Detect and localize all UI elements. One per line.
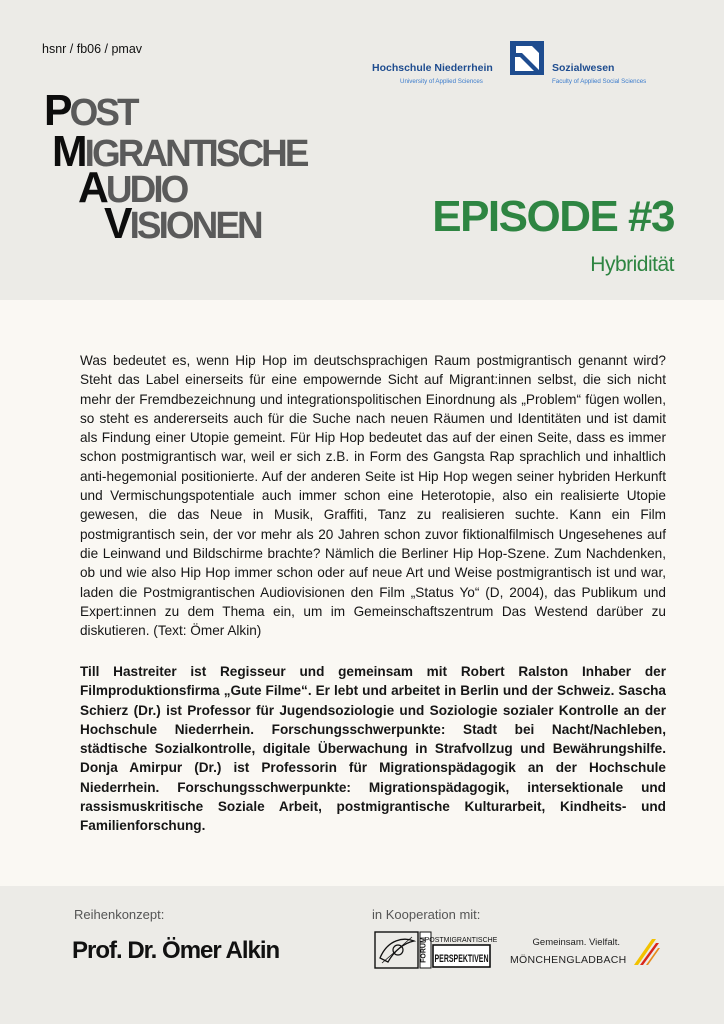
hsnr-mark-icon (510, 41, 544, 75)
faculty-logo-subtitle: Faculty of Applied Social Sciences (552, 78, 647, 85)
episode-description: Was bedeutet es, wenn Hip Hop im deutschsprachigen Raum postmigrantisch genannt wird? Steht das Label einerseits für eine empowernde Sicht auf Migrant:innen selbst, die sich nicht mehr der Fremdbezeichnung und integrationspolitischen Einordnung als „Problem“ fügen wollen, so steht es andererseits auch für die Suche nach neuen Räumen und Identitäten und ist damit als Findung einer Utopie gemeint. Für Hip Hop bedeutet das auf der einen Seite, dass es immer schon postmigrantisch war, weil er sich z.B. in Form des Gangsta Rap sprachlich und inhaltlich anti-hegemonial positionierte. Auf der anderen Seite ist Hip Hop wegen seiner hybriden Herkunft und Vermischungspotentiale auch immer schon eine Heterotopie, also ein realisierte Utopie gewesen, die das Neue in Musik, Graffiti, Tanz zu realisieren suchte. Kann ein Film postmigrantisch sein, der vor mehr als 20 Jahren schon zuvor fiktionalfilmisch Ungesehenes auf die Leinwand und Bildschirme brachte? Nämlich die Berliner Hip Hop-Szene. Zum Nachdenken, ob und wie also Hip Hop immer schon oder auf neue Art und Weise postmigrantisch ist und war, laden die Postmigrantischen Audiovisionen den Film „Status Yo“ (D, 2004), das Publikum und Expert:innen zu dem Thema ein, um im Gemeinschaftszentrum Das Westend darüber zu diskutieren. (Text: Ömer Alkin) (80, 353, 666, 639)
hsnr-logo-name: Hochschule Niederrhein (372, 62, 493, 74)
title-line-visionen: VISIONEN (104, 199, 261, 248)
forum-logo-side: FORUM (420, 937, 428, 963)
mg-logo-city: MÖNCHENGLADBACH (510, 954, 627, 966)
faculty-logo-name: Sozialwesen (552, 62, 615, 74)
moenchengladbach-logo (510, 935, 660, 973)
department-path: hsnr / fb06 / pmav (42, 42, 143, 56)
title-line-audio: AUDIO (78, 163, 187, 212)
forum-postmigrantische-perspektiven-logo (374, 931, 498, 969)
episode-topic: Hybridität (590, 253, 674, 276)
forum-logo-top: POSTMIGRANTISCHE (424, 937, 498, 944)
concept-author: Prof. Dr. Ömer Alkin (72, 937, 280, 964)
concept-label: Reihenkonzept: (74, 907, 165, 922)
guest-bios: Till Hastreiter ist Regisseur und gemeinsam mit Robert Ralston Inhaber der Filmproduktionsfirma „Gute Filme“. Er lebt und arbeitet in Berlin und der Schweiz. Sascha Schierz (Dr.) ist Professor für Jugendsoziologie und Soziologie sozialer Kontrolle an der Hochschule Niederrhein. Forschungsschwerpunkte: Stadt bei Nacht/Nachleben, städtische Sozialkontrolle, digitale Überwachung in Strafvollzug und Bewährungshilfe. Donja Amirpur (Dr.) ist Professorin für Migrationspädagogik an der Hochschule Niederrhein. Forschungsschwerpunkte: Migrationspädagogik, intersektionale und rassismuskritische Soziale Arbeit, postmigrantische Kulturarbeit, Kindheits- und Familienforschung. (80, 664, 666, 834)
hsnr-logo-subtitle: University of Applied Sciences (400, 78, 483, 85)
title-line-post: POST (44, 86, 137, 135)
episode-number: EPISODE #3 (432, 192, 674, 241)
title-line-migrantische: MIGRANTISCHE (52, 127, 307, 176)
mg-logo-slogan: Gemeinsam. Vielfalt. (532, 937, 620, 948)
forum-logo-bottom: PERSPEKTIVEN (434, 953, 489, 965)
cooperation-label: in Kooperation mit: (372, 907, 481, 922)
mg-flag-stripes-icon (632, 935, 660, 969)
